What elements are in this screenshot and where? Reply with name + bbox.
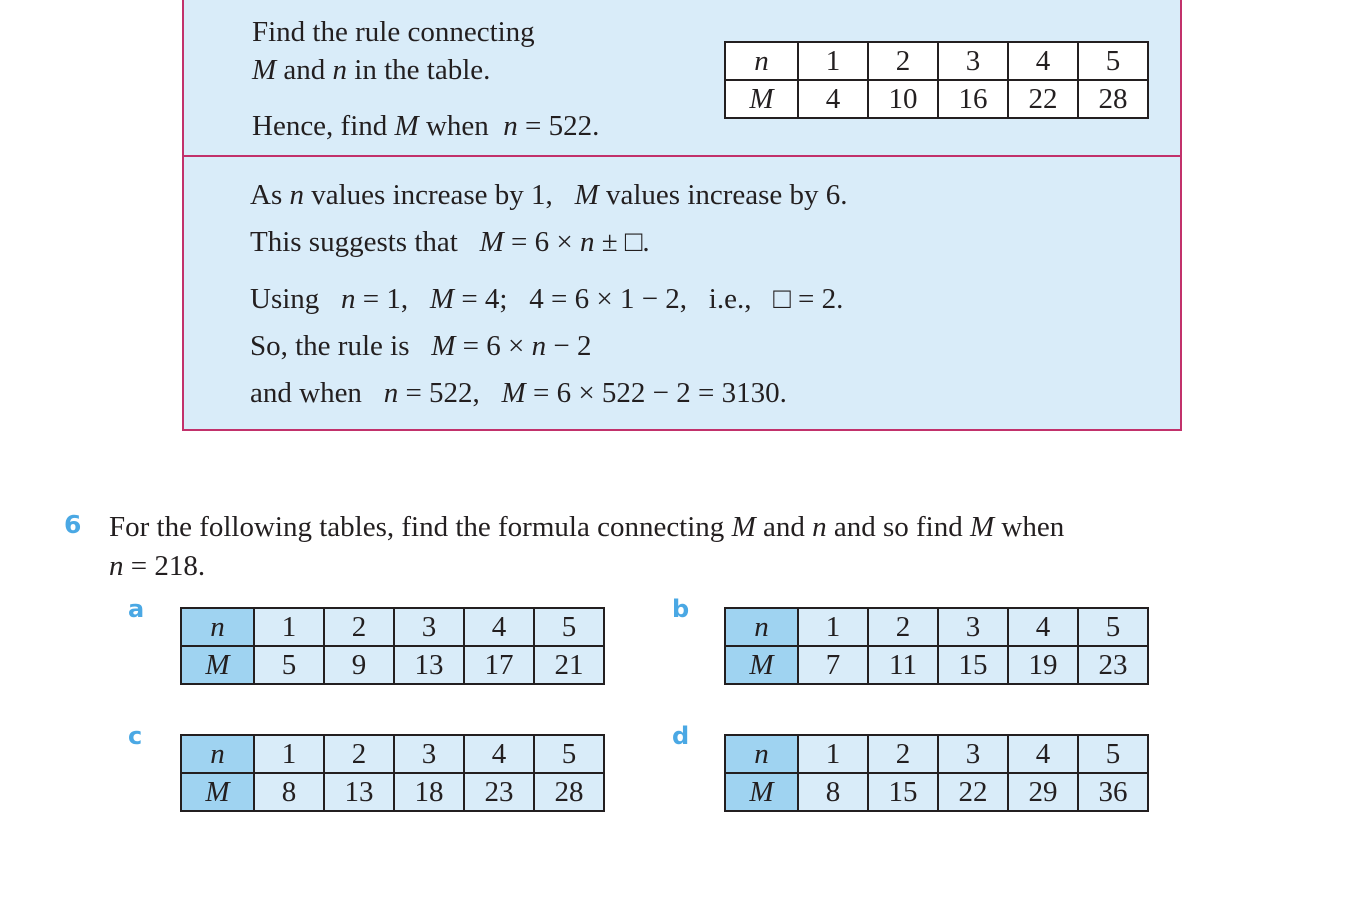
table-cell: 13 — [324, 773, 394, 811]
table-cell: 5 — [254, 646, 324, 684]
text-segment: As — [250, 179, 290, 211]
table-cell: 5 — [1078, 42, 1148, 80]
table-cell: 5 — [1078, 608, 1148, 646]
table-cell: 22 — [1008, 80, 1078, 118]
table-cell: 10 — [868, 80, 938, 118]
table-cell: 28 — [1078, 80, 1148, 118]
math-variable: M — [479, 226, 504, 258]
table-row-n — [725, 42, 1148, 80]
text-segment: = 522, — [398, 377, 502, 409]
question-line — [252, 52, 490, 88]
table-cell: 13 — [394, 646, 464, 684]
row-header: n — [725, 608, 798, 646]
part-b-table — [724, 607, 1149, 685]
row-header: M — [181, 773, 254, 811]
table-row-M — [725, 646, 1148, 684]
math-variable: n — [812, 511, 827, 543]
table-cell: 4 — [1008, 735, 1078, 773]
table-cell: 3 — [938, 735, 1008, 773]
text-segment: = 4; 4 = 6 × 1 − 2, i.e., □ = 2. — [454, 283, 844, 315]
question-number: 6 — [64, 510, 82, 539]
table-cell: 4 — [1008, 42, 1078, 80]
row-header: M — [181, 646, 254, 684]
table-cell: 2 — [868, 735, 938, 773]
part-a-table — [180, 607, 605, 685]
text-segment: Find the rule connecting — [252, 16, 535, 48]
table-cell: 18 — [394, 773, 464, 811]
math-variable: n — [503, 110, 518, 142]
part-c-table — [180, 734, 605, 812]
text-segment: = 218. — [123, 550, 206, 582]
table-cell: 4 — [1008, 608, 1078, 646]
math-variable: M — [431, 330, 456, 362]
question-6-line — [109, 548, 205, 584]
row-header: n — [181, 735, 254, 773]
table-cell: 8 — [798, 773, 868, 811]
table-cell: 8 — [254, 773, 324, 811]
solution-line — [250, 224, 650, 260]
text-segment: Using — [250, 283, 342, 315]
table-row-M — [181, 773, 604, 811]
text-segment: values increase by 6. — [598, 179, 848, 211]
table-cell: 3 — [394, 735, 464, 773]
math-variable: n — [289, 179, 304, 211]
table-row-M — [725, 80, 1148, 118]
table-cell: 5 — [534, 608, 604, 646]
math-variable: n — [341, 283, 356, 315]
table-cell: 36 — [1078, 773, 1148, 811]
table-cell: 3 — [938, 608, 1008, 646]
text-segment: = 522. — [517, 110, 600, 142]
text-segment: in the table. — [347, 54, 491, 86]
solution-line — [250, 328, 592, 364]
math-variable: M — [429, 283, 455, 315]
example-table — [724, 41, 1149, 119]
text-segment: when — [994, 511, 1065, 543]
math-variable: n — [332, 54, 348, 86]
table-cell: 15 — [938, 646, 1008, 684]
question-line — [252, 14, 535, 50]
table-cell: 4 — [464, 608, 534, 646]
text-segment: This suggests that — [250, 226, 480, 258]
table-cell: 9 — [324, 646, 394, 684]
part-label: b — [672, 595, 690, 623]
part-d-table — [724, 734, 1149, 812]
solution-line — [250, 375, 787, 411]
table-cell: 2 — [868, 42, 938, 80]
solution-line — [250, 177, 848, 213]
table-cell: 16 — [938, 80, 1008, 118]
question-6-line — [109, 509, 1064, 545]
text-segment: and — [755, 511, 813, 543]
row-header: M — [725, 773, 798, 811]
row-header: n — [725, 735, 798, 773]
table-cell: 17 — [464, 646, 534, 684]
text-segment: = 6 × 522 − 2 = 3130. — [525, 377, 787, 409]
table-row-M — [725, 773, 1148, 811]
text-segment: = 1, — [355, 283, 430, 315]
table-cell: 7 — [798, 646, 868, 684]
math-variable: n — [531, 330, 547, 362]
table-cell: 4 — [464, 735, 534, 773]
text-segment: and when — [250, 377, 384, 409]
math-variable: M — [574, 179, 599, 211]
text-segment: = 6 × — [455, 330, 532, 362]
table-row-M — [181, 646, 604, 684]
text-segment: Hence, find — [252, 110, 395, 142]
text-segment: when — [418, 110, 504, 142]
text-segment: = 6 × — [503, 226, 580, 258]
table-cell: 11 — [868, 646, 938, 684]
table-cell: 1 — [798, 735, 868, 773]
table-cell: 2 — [868, 608, 938, 646]
math-variable: M — [969, 511, 995, 543]
table-cell: 21 — [534, 646, 604, 684]
solution-line — [250, 281, 843, 317]
text-segment: So, the rule is — [250, 330, 432, 362]
part-label: c — [128, 722, 143, 750]
table-row-n — [181, 608, 604, 646]
text-segment: ± □. — [594, 226, 650, 258]
table-cell: 1 — [254, 735, 324, 773]
table-cell: 5 — [1078, 735, 1148, 773]
table-cell: 22 — [938, 773, 1008, 811]
part-label: d — [672, 722, 690, 750]
text-segment: − 2 — [546, 330, 592, 362]
table-cell: 1 — [798, 608, 868, 646]
row-header: n — [725, 42, 798, 80]
table-row-n — [181, 735, 604, 773]
row-header: n — [181, 608, 254, 646]
table-cell: 19 — [1008, 646, 1078, 684]
table-row-n — [725, 735, 1148, 773]
math-variable: n — [109, 550, 124, 582]
table-cell: 1 — [254, 608, 324, 646]
table-cell: 28 — [534, 773, 604, 811]
table-cell: 2 — [324, 735, 394, 773]
table-cell: 3 — [938, 42, 1008, 80]
math-variable: n — [579, 226, 595, 258]
text-segment: and so find — [826, 511, 970, 543]
math-variable: M — [731, 511, 756, 543]
table-cell: 5 — [534, 735, 604, 773]
text-segment: For the following tables, find the formula connecting — [109, 511, 732, 543]
table-row-n — [725, 608, 1148, 646]
question-line — [252, 108, 599, 144]
text-segment: and — [276, 54, 333, 86]
math-variable: M — [394, 110, 419, 142]
math-variable: M — [501, 377, 526, 409]
table-cell: 4 — [798, 80, 868, 118]
math-variable: n — [383, 377, 399, 409]
table-cell: 2 — [324, 608, 394, 646]
table-cell: 23 — [464, 773, 534, 811]
table-cell: 3 — [394, 608, 464, 646]
table-cell: 15 — [868, 773, 938, 811]
table-cell: 29 — [1008, 773, 1078, 811]
table-cell: 23 — [1078, 646, 1148, 684]
math-variable: M — [252, 54, 277, 86]
row-header: M — [725, 80, 798, 118]
text-segment: values increase by 1, — [303, 179, 575, 211]
part-label: a — [128, 595, 145, 623]
table-cell: 1 — [798, 42, 868, 80]
row-header: M — [725, 646, 798, 684]
